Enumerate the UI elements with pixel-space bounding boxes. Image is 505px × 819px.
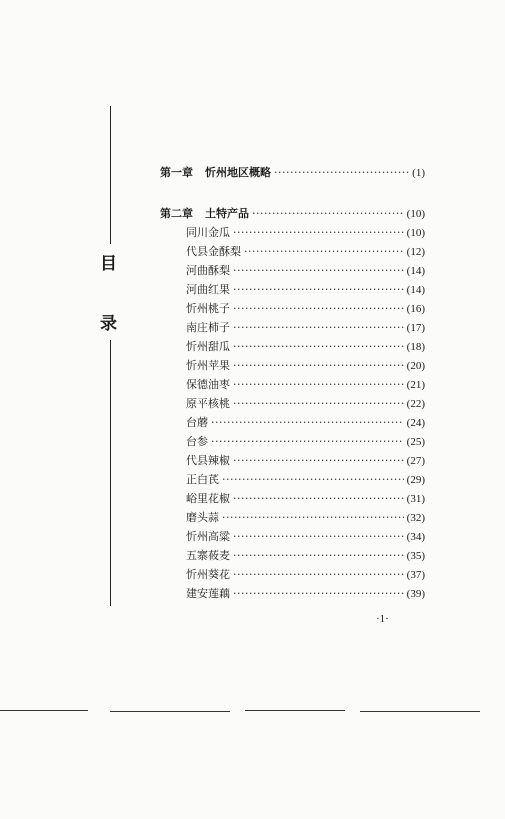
toc-item: 台蘑 ····· (24) xyxy=(160,413,425,432)
toc-item: 正白芪 ····· (29) xyxy=(160,470,425,489)
bottom-rule xyxy=(110,711,230,712)
page-number: ·1· xyxy=(376,613,389,625)
toc-item: 代县金酥梨 ····· (12) xyxy=(160,242,425,261)
chapter-number: 第二章 xyxy=(160,207,193,220)
bottom-rule xyxy=(245,710,345,711)
toc-item: 台参 ····· (25) xyxy=(160,432,425,451)
side-rule-bottom xyxy=(110,340,111,606)
bottom-rule xyxy=(0,710,88,711)
side-rule-top xyxy=(110,106,111,244)
toc-item: 忻州苹果 ····· (20) xyxy=(160,356,425,375)
toc-item: 河曲酥梨 ····· (14) xyxy=(160,261,425,280)
toc-chapter-1 xyxy=(160,163,425,182)
bottom-rule xyxy=(360,711,480,712)
toc-item: 忻州高粱 ····· (34) xyxy=(160,527,425,546)
chapter-title: 土特产品 xyxy=(205,207,249,220)
toc-item: 忻州桃子 ····· (16) xyxy=(160,299,425,318)
toc-chapter-2 xyxy=(160,204,425,223)
toc-title-bottom: 录 xyxy=(100,314,117,334)
toc-item: 南庄柿子 ····· (17) xyxy=(160,318,425,337)
leader-dots xyxy=(274,163,409,182)
toc-title-top: 目 xyxy=(100,254,117,274)
toc-item: 忻州葵花 ····· (37) xyxy=(160,565,425,584)
toc-item: 河曲红果 ····· (14) xyxy=(160,280,425,299)
chapter-number: 第一章 xyxy=(160,166,193,179)
toc-item: 磨头蒜 ····· (32) xyxy=(160,508,425,527)
toc-item: 代县辣椒 ····· (27) xyxy=(160,451,425,470)
toc-item: 同川金瓜 ····· (10) xyxy=(160,223,425,242)
toc-item: 原平核桃 ····· (22) xyxy=(160,394,425,413)
toc-item: 保德油枣 ····· (21) xyxy=(160,375,425,394)
toc-item: 忻州甜瓜 ····· (18) xyxy=(160,337,425,356)
toc-item: 建安莲藕 ····· (39) xyxy=(160,584,425,603)
table-of-contents xyxy=(160,163,425,603)
leader-dots xyxy=(252,204,404,223)
chapter-title: 忻州地区概略 xyxy=(205,166,271,179)
page-ref: (1) xyxy=(412,167,425,179)
toc-item: 峪里花椒 ····· (31) xyxy=(160,489,425,508)
page-ref: (10) xyxy=(406,208,425,220)
toc-item: 五寨莜麦 ····· (35) xyxy=(160,546,425,565)
